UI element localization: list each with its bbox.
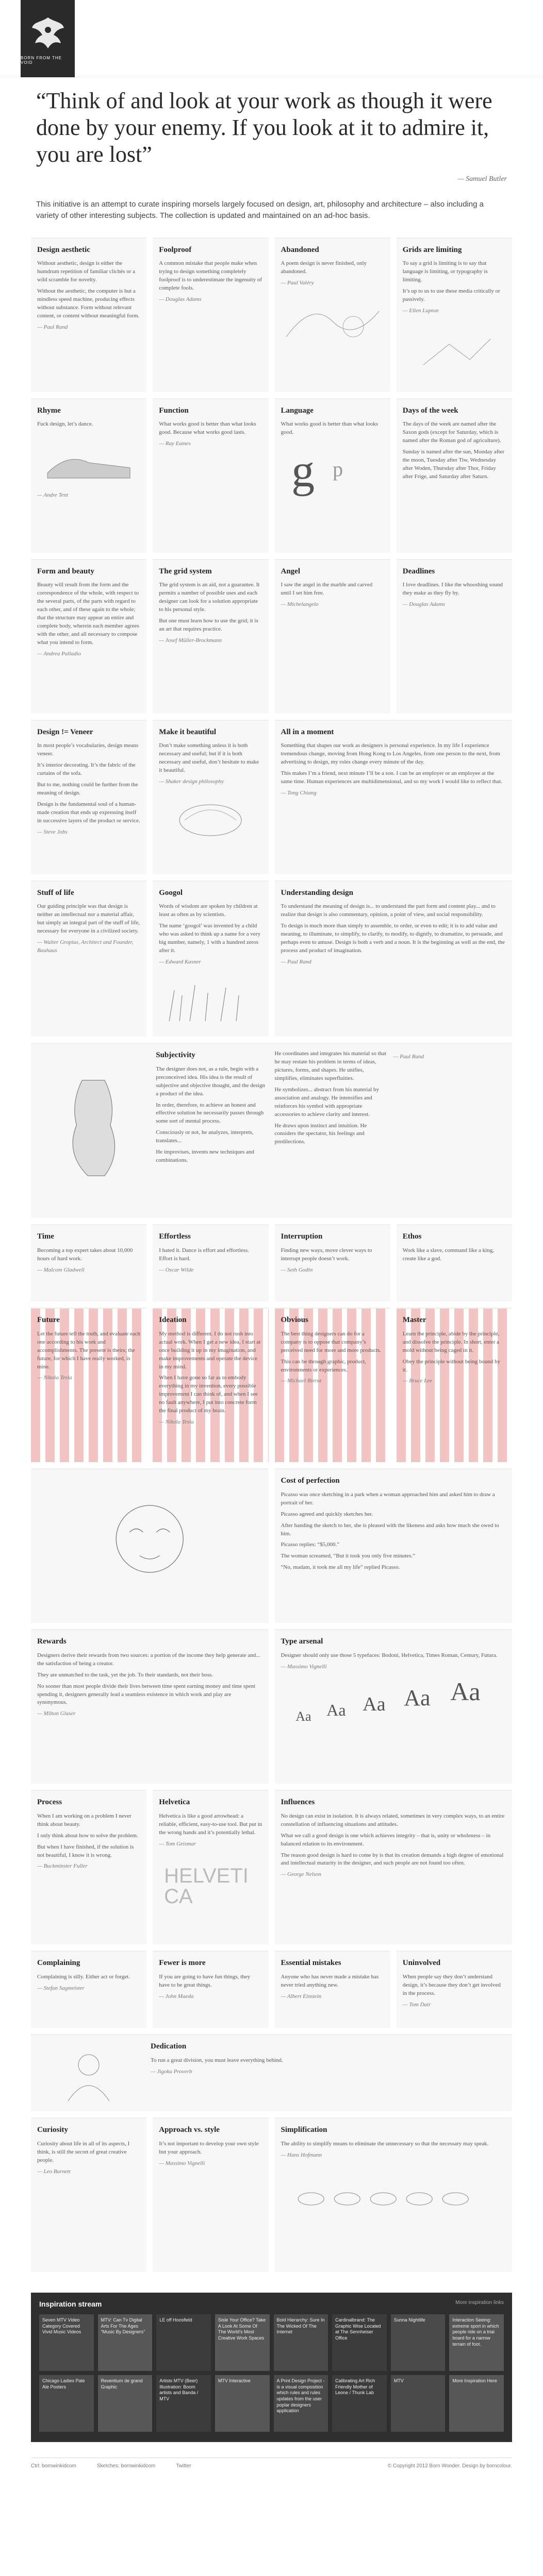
card-author: — Hans Hofmann xyxy=(281,2151,506,2160)
card-text: Beauty will result from the form and the correspondence of the whole, with respect to the several parts, of the parts with regard to each other, and of these again to the whole; that the structure may appear an entire and complete body, wherein each member agrees with the other, and all necessary to compose what you intend to form. xyxy=(37,582,139,646)
card-angel[interactable] xyxy=(275,559,390,714)
card-title: Curiosity xyxy=(37,2126,68,2134)
card-title: Function xyxy=(159,406,189,415)
card-text: He symbolizes... abstract from his material by association and analogy. He intensifies and reinforces his symbol with appropriate accessories to achieve clarity and interest. xyxy=(274,1086,380,1117)
card-title: Angel xyxy=(281,567,300,575)
card-text: But one must learn how to use the grid; it is an art that requires practice. xyxy=(159,618,258,633)
stream-row xyxy=(39,2314,504,2371)
stream-tile[interactable]: Bold Hierarchy: Sure In The Wicked Of The Internet xyxy=(274,2314,328,2371)
card-complaining[interactable] xyxy=(31,1951,146,2028)
card-text: The grid system is an aid, not a guarantee. It permits a number of possible uses and each designer can look for a solution appropriate to his personal style. xyxy=(159,582,260,613)
card-type-arsenal[interactable] xyxy=(275,1629,513,1784)
card-title: Design aesthetic xyxy=(37,245,90,254)
card-title: Deadlines xyxy=(402,567,435,575)
card-text: Don’t make something unless it is both necessary and useful; but if it is both necessary and useful, don’t hesitate to make it beautiful. xyxy=(159,742,259,774)
card-title: Influences xyxy=(281,1798,315,1807)
footer-twitter-link[interactable]: Twitter xyxy=(176,2463,191,2469)
card-abandoned[interactable] xyxy=(275,238,390,392)
svg-text:CA: CA xyxy=(164,1885,193,1908)
svg-text:Aa: Aa xyxy=(326,1700,346,1719)
card-ethos[interactable] xyxy=(397,1224,512,1301)
card-all-in-moment[interactable] xyxy=(275,720,513,874)
card-author: — Buckminster Fuller xyxy=(37,1862,140,1871)
card-title: Language xyxy=(281,406,314,415)
card-text: After handing the sketch to her, she is pleased with the likeness and asks how much she owed to him. xyxy=(281,1522,499,1537)
card-title: Dedication xyxy=(151,2042,187,2051)
card-text: Picasso agreed and quickly sketches her. xyxy=(281,1511,373,1517)
svg-text:Aa: Aa xyxy=(362,1693,386,1715)
card-text: Helvetica is like a good arrowhead: a reliable, efficient, easy-to-use tool. But put in the wrong hands and it’s potentially lethal. xyxy=(159,1812,262,1836)
card-text: But to me, nothing could be further from the meaning of design. xyxy=(37,782,138,796)
card-text: Picasso replies: “$5,000.” xyxy=(281,1541,340,1548)
card-title: Days of the week xyxy=(402,406,458,415)
card-text: Work like a slave, command like a king, create like a god. xyxy=(402,1247,494,1262)
card-text: When I am working on a problem I never think about beauty. xyxy=(37,1812,131,1827)
card-author: — Tom Geismar xyxy=(159,1840,262,1849)
svg-text:g: g xyxy=(291,446,315,497)
stream-tile[interactable]: Sisle Your Office? Take A Look At Some Of The World’s Most Creative Work Spaces xyxy=(215,2314,270,2371)
card-text: The designer does not, as a rule, begin with a preconceived idea. His idea is the result of subjective and objective thought, and the design a product of the idea. xyxy=(156,1065,265,1097)
card-text: In most people’s vocabularies, design means veneer. xyxy=(37,742,139,757)
card-rewards[interactable] xyxy=(31,1629,269,1784)
card-author: — Shaker design philosophy xyxy=(159,778,262,786)
stream-tile[interactable]: MTV Interactive xyxy=(215,2375,270,2432)
card-text: He improvises, invents new techniques and combinations. xyxy=(156,1149,254,1164)
card-author: — Massimo Vignelli xyxy=(159,2160,262,2168)
card-author: — Albert Einstein xyxy=(281,1993,384,2001)
card-author: — John Maeda xyxy=(159,1993,262,2001)
card-text: I love deadlines. I like the whooshing sound they make as they fly by. xyxy=(402,582,503,597)
card-title: Effortless xyxy=(159,1232,191,1241)
stream-tile[interactable]: More Inspiration Here xyxy=(449,2375,504,2432)
card-text: Our guiding principle was that design is neither an intellectual nor a material affair, but simply an integral part of the stuff of life, necessary for everyone in a civilized society. xyxy=(37,903,140,935)
card-text: Without the aesthetic, the computer is but a mindless speed machine, producing effects without substance. Form without relevant content, or content without meaningful form. xyxy=(37,288,140,319)
card-foolproof[interactable] xyxy=(153,238,268,392)
card-googol[interactable] xyxy=(153,880,268,1037)
card-author: — Paul Rand xyxy=(393,1053,506,1211)
monk-sketch-icon xyxy=(37,2044,140,2101)
card-text: It’s up to us to use these media critically or passively. xyxy=(402,288,500,303)
card-title: Understanding design xyxy=(281,888,353,897)
card-text: Obey the principle without being bound by it. xyxy=(402,1358,501,1373)
card-text: A poem design is never finished, only abandoned. xyxy=(281,260,367,275)
card-title: Approach vs. style xyxy=(159,2126,220,2134)
card-author: — Paul Valéry xyxy=(281,279,384,287)
card-text: Picasso was once sketching in a park when a woman approached him and asked him to draw a portrait of her. xyxy=(281,1491,495,1506)
stream-tile[interactable]: MTV xyxy=(391,2375,446,2432)
card-days-of-week[interactable] xyxy=(397,398,512,553)
card-text: I saw the angel in the marble and carved until I set him free. xyxy=(281,582,373,597)
card-author: — Ellen Lupton xyxy=(403,307,506,315)
svg-text:p: p xyxy=(332,457,343,481)
card-deadlines[interactable] xyxy=(397,559,512,714)
card-helvetica[interactable] xyxy=(153,1790,268,1944)
card-text: A common mistake that people make when trying to design something completely foolproof is to underestimate the ingenuity of complete fools. xyxy=(159,260,262,292)
card-fewer-more[interactable] xyxy=(153,1951,268,2028)
grass-sketch-icon xyxy=(159,970,262,1026)
card-text: Let the future tell the truth, and evaluate each one according to his work and accomplishments. The present is theirs; the future, for which I have really worked, is mine. xyxy=(37,1330,141,1370)
type-specimen-icon xyxy=(281,1674,506,1731)
card-text: This can be through graphic, product, environments or experiences. xyxy=(281,1358,366,1373)
card-text: The days of the week are named after the Saxon gods (except for Saturday, which is named after the Roman god of agriculture). xyxy=(402,421,501,444)
card-picasso-sketch xyxy=(31,1468,269,1623)
card-author: — Stefan Sagmeister xyxy=(37,1985,140,1993)
animal-sequence-icon xyxy=(281,2163,506,2219)
hero-quote: “Think of and look at your work as though it were done by your enemy. If you look at it to admire it, you are lost” xyxy=(36,88,492,167)
card-author: — Jigoku Proverb xyxy=(151,2068,283,2076)
card-author: — Paul Rand xyxy=(281,958,506,967)
card-title: Master xyxy=(402,1316,426,1325)
card-author: — Steve Jobs xyxy=(37,828,140,837)
card-author: — Leo Burnett xyxy=(37,2168,140,2176)
card-title: Stuff of life xyxy=(37,888,74,897)
card-title: Rewards xyxy=(37,1637,67,1646)
card-title: Uninvolved xyxy=(402,1959,441,1968)
stream-tile[interactable]: Cardinalbrand: The Graphic Wise Located at The Sennheiser Office xyxy=(332,2314,387,2371)
card-author: — Milton Glaser xyxy=(37,1710,262,1718)
card-author: — Malcom Gladwell xyxy=(37,1266,140,1275)
site-footer xyxy=(31,2458,512,2469)
card-text: Something that shapes our work as designers is personal experience. In my life I experience tremendous change, moving from Hong Kong to Los Angeles, from one person to the next, from advertising to design, my roles change every minute of the day. xyxy=(281,742,500,766)
card-title: Type arsenal xyxy=(281,1637,323,1646)
card-text: This makes I’m a friend, next minute I’ll be a son. I can be an employer or an employee at the same time. Human experiences are multidimensional, and so my work I would like to reflect that. xyxy=(281,770,502,785)
vase-sketch-icon xyxy=(37,1053,150,1197)
card-time[interactable] xyxy=(31,1224,146,1301)
shell-sketch-icon xyxy=(159,789,262,846)
hero-author: — Samuel Butler xyxy=(36,175,507,183)
card-title: Obvious xyxy=(281,1316,308,1325)
card-ideation[interactable] xyxy=(153,1308,268,1462)
card-interruption[interactable] xyxy=(275,1224,390,1301)
card-title: The grid system xyxy=(159,567,212,575)
card-author: — Douglas Adams xyxy=(159,296,262,304)
card-author: — Bruce Lee xyxy=(403,1377,506,1385)
stream-tile[interactable]: MTV: Can Tv Digital Arts For The Ages “Music By Designers” xyxy=(98,2314,153,2371)
card-title: Cost of perfection xyxy=(281,1477,340,1485)
card-form-beauty[interactable] xyxy=(31,559,146,714)
footer-copyright: © Copyright 2012 Born Wonder. Design by borncolour. xyxy=(387,2463,512,2469)
card-title: All in a moment xyxy=(281,727,334,736)
card-title: Complaining xyxy=(37,1959,80,1968)
site-header xyxy=(0,0,543,77)
card-title: Simplification xyxy=(281,2126,327,2134)
card-text: They are unmatched to the task, yet the job. To their standards, not their boss. xyxy=(37,1671,213,1678)
stream-tile[interactable]: Interaction Seeing: extreme sport in which people ride on a trial board for a narrow terrain of foot. xyxy=(449,2314,504,2371)
svg-text:Aa: Aa xyxy=(450,1676,481,1706)
sneaker-icon xyxy=(37,432,140,488)
card-author: — Paul Rand xyxy=(37,324,140,332)
stream-row xyxy=(39,2375,504,2432)
card-author: — Tong Chiang xyxy=(281,789,506,798)
card-text: The name ‘googol’ was invented by a child who was asked to think up a name for a very big number, namely, 1 with a hundred zeros after it. xyxy=(159,923,260,954)
typography-g-icon xyxy=(281,440,384,497)
svg-text:Aa: Aa xyxy=(295,1708,311,1724)
card-text: The ability to simplify means to eliminate the unnecessary so that the necessary may speak. xyxy=(281,2140,489,2147)
card-author: — Andrea Palladio xyxy=(37,650,140,658)
quote-grid xyxy=(31,238,512,2272)
card-text: Learn the principle, abide by the principle, and dissolve the principle. In short, enter a mold without being caged in it. xyxy=(402,1330,500,1353)
card-text: But when I have finished, if the solution is not beautiful, I know it is wrong. xyxy=(37,1843,134,1858)
card-author: — Tom Dair xyxy=(403,2001,506,2009)
card-text: Becoming a top expert takes about 10,000 hours of hard work. xyxy=(37,1247,133,1262)
card-title: Abandoned xyxy=(281,245,319,254)
card-grid-system[interactable] xyxy=(153,559,268,714)
stream-tile[interactable]: A Print Design Project - is a visual composition which rules and rules updates from the user poplar designers application xyxy=(274,2375,328,2432)
card-title: Helvetica xyxy=(159,1798,190,1807)
card-author: — Ray Eames xyxy=(159,440,262,448)
card-author: — Nikola Tesla xyxy=(37,1374,140,1382)
card-curiosity[interactable] xyxy=(31,2117,146,2272)
card-author: — Walter Gropius, Architect and Founder, Bauhaus xyxy=(37,939,140,955)
card-text: When I have gone so far as to embody everything in my invention, every possible improvement I can think of, and when I see no fault anywhere, I put into concrete form the final product of my brain. xyxy=(159,1375,258,1414)
card-author: — Edward Kasner xyxy=(159,958,262,967)
site-logo[interactable] xyxy=(21,0,75,77)
card-title: Fewer is more xyxy=(159,1959,206,1968)
card-future[interactable] xyxy=(31,1308,146,1462)
svg-text:HELVETI: HELVETI xyxy=(164,1864,249,1887)
card-title: Interruption xyxy=(281,1232,323,1241)
card-text: I hated it. Dance is effort and effortless. Effort is hard. xyxy=(159,1247,249,1262)
card-text: Designer should only use those 5 typefaces: Bodoni, Helvetica, Times Roman, Century, Futura. xyxy=(281,1652,498,1658)
card-author: — Nikola Tesla xyxy=(159,1418,262,1427)
card-text: Consciously or not, he analyzes, interprets, translates... xyxy=(156,1129,254,1144)
card-text: Curiosity about life in all of its aspects, I think, is still the secret of great creative people. xyxy=(37,2140,130,2163)
card-cost-perfection[interactable] xyxy=(275,1468,513,1623)
card-text: It’s interior decorating. It’s the fabric of the curtains of the sofa. xyxy=(37,762,136,777)
stream-tile[interactable]: Chicago Ladies Pale Ale Posters xyxy=(39,2375,94,2432)
card-text: Words of wisdom are spoken by children at least as often as by scientists. xyxy=(159,903,258,918)
card-stuff-of-life[interactable] xyxy=(31,880,146,1037)
card-title: Make it beautiful xyxy=(159,727,217,736)
stream-title: Inspiration stream xyxy=(39,2300,102,2309)
card-uninvolved[interactable] xyxy=(397,1951,512,2028)
card-design-aesthetic[interactable] xyxy=(31,238,146,392)
card-simplification[interactable] xyxy=(275,2117,513,2272)
card-text: To understand the meaning of design is... to understand the part form and content play... and to realize that design is also commentary, opinion, a point of view, and social responsibility. xyxy=(281,903,496,918)
card-author: — Michelangelo xyxy=(281,601,384,609)
card-author: — Andre Tent xyxy=(37,492,140,500)
card-approach-style[interactable] xyxy=(153,2117,268,2272)
card-design-veneer[interactable] xyxy=(31,720,146,874)
card-title: Time xyxy=(37,1232,55,1241)
card-text: When people say they don’t understand design, it’s because they don’t get involved in the process. xyxy=(402,1973,501,1996)
stream-tile[interactable]: Sunna Nightlife xyxy=(391,2314,446,2371)
card-title: Essential mistakes xyxy=(281,1959,341,1968)
card-author: — Douglas Adams xyxy=(403,601,506,609)
card-text: In order, therefore, to achieve an honest and effective solution he necessarily passes through some sort of mental process. xyxy=(156,1101,264,1125)
card-author: — Josef Müller-Brockmann xyxy=(159,637,262,645)
card-text: To design is much more than simply to assemble, to order, or even to edit; it is to add value and meaning, to illuminate, to simplify, to clarify, to modify, to dignify, to dramatize, to persuade, and perhaps even to amuse. Design is both a verb and a noun. It is the beginning as well as the end, the process and product of imagination. xyxy=(281,923,505,954)
card-text: No design can exist in isolation. It is always related, sometimes in very complex ways, to an entire constellation of influencing situations and attitudes. xyxy=(281,1812,505,1827)
card-make-beautiful[interactable] xyxy=(153,720,268,874)
card-title: Grids are limiting xyxy=(402,245,462,254)
card-text: Designers derive their rewards from two sources: a portion of the income they help generate and... the satisfaction of being a creator. xyxy=(37,1652,260,1667)
card-text: The reason good design is hard to come by is that its creation demands a high degree of emotional and intellectual maturity in the designer, and such people are not found too often. xyxy=(281,1852,504,1867)
card-title: Process xyxy=(37,1798,62,1807)
sketch-illustration-icon xyxy=(281,291,384,347)
inspiration-stream xyxy=(31,2293,512,2442)
card-understanding-design[interactable] xyxy=(275,880,513,1037)
card-essential-mistakes[interactable] xyxy=(275,1951,390,2028)
intro-text: This initiative is an attempt to curate inspiring morsels largely focused on design, art, philosophy and architecture – also including a variety of other interesting subjects. The collection is updated and maintained on an ad-hoc basis. xyxy=(36,199,484,221)
face-sketch-icon xyxy=(37,1479,262,1613)
card-title: Ethos xyxy=(402,1232,422,1241)
card-text: To run a great division, you must leave everything behind. xyxy=(151,2057,283,2063)
card-author: — Massimo Vignelli xyxy=(281,1663,506,1671)
card-author: — Oscar Wilde xyxy=(159,1266,262,1275)
helvetica-specimen-icon xyxy=(159,1852,262,1908)
card-text: Fuck design, let’s dance. xyxy=(37,421,93,428)
card-obvious[interactable] xyxy=(275,1308,390,1462)
card-title: Ideation xyxy=(159,1316,187,1325)
card-text: It’s not important to develop your own style but your approach. xyxy=(159,2140,259,2155)
card-author: — Seth Godin xyxy=(281,1266,384,1275)
winged-emblem-icon xyxy=(30,12,66,54)
stream-tile[interactable]: Reventium de grand Graphic xyxy=(98,2375,153,2432)
card-text: He coordinates and integrates his material so that he may restate his problem in terms of ideas, pictures, forms, and shapes. He unifies, simplifies, eliminates superfluities. xyxy=(274,1050,387,1081)
card-text: Finding new ways, move clever ways to interrupt people doesn’t work. xyxy=(281,1247,372,1262)
card-text: “No, madam, it took me all my life” replied Picasso. xyxy=(281,1564,400,1571)
card-text: The best thing designers can do for a company is to oppose that company’s perceived need for more and more products. xyxy=(281,1330,382,1353)
running-figure-icon xyxy=(403,318,506,375)
card-text: To say a grid is limiting is to say that language is limiting, or typography is limiting. xyxy=(402,260,488,283)
stream-tile[interactable]: LE off Hoosfield xyxy=(156,2314,211,2371)
card-text: What works good is better than what looks good. xyxy=(281,421,378,436)
svg-text:Aa: Aa xyxy=(403,1685,431,1710)
card-grids-limiting[interactable] xyxy=(397,238,512,392)
card-rhyme[interactable] xyxy=(31,398,146,553)
stream-tile[interactable]: Seven MTV Video Category Covered Vivid Music Videos xyxy=(39,2314,94,2371)
card-text: No sooner than most people divide their lives between time spent earning money and time spent spending it, designers generally lead a seamless existence in which work and play are synonymous. xyxy=(37,1683,256,1706)
card-influences[interactable] xyxy=(275,1790,513,1944)
card-text: I only think about how to solve the problem. xyxy=(37,1832,138,1839)
card-title: Form and beauty xyxy=(37,567,94,575)
card-author: — Michael Bierut xyxy=(281,1377,384,1385)
card-title: Googol xyxy=(159,888,183,897)
card-process[interactable] xyxy=(31,1790,146,1944)
card-text: What we call a good design is one which achieves integrity – that is, unity or wholeness – in balanced relation to its environment. xyxy=(281,1832,491,1847)
card-dedication[interactable] xyxy=(31,2034,512,2111)
card-title: Future xyxy=(37,1316,60,1325)
card-text: Design is the fundamental soul of a human-made creation that ends up expressing itself in successive layers of the product or service. xyxy=(37,801,140,824)
card-subjectivity[interactable] xyxy=(31,1043,512,1218)
card-title: Subjectivity xyxy=(156,1051,195,1060)
card-text: Sunday is named after the sun, Monday after the moon, Tuesday after Tiw, Wednesday after Woden, Thursday after Thor, Friday after Frige, and Saturday after Saturn. xyxy=(402,449,505,480)
card-title: Design != Veneer xyxy=(37,727,93,736)
more-inspiration-link[interactable]: More inspiration links xyxy=(455,2300,504,2306)
stream-tile[interactable]: Calibrating Art Rich Friendly Mother of Leone / Thunk Lab xyxy=(332,2375,387,2432)
card-author: — George Nelson xyxy=(281,1871,506,1879)
stream-header xyxy=(39,2300,504,2308)
card-text: Without aesthetic, design is either the humdrum repetition of familiar clichés or a wild scramble for novelty. xyxy=(37,260,135,283)
card-text: My method is different. I do not rush into actual work. When I get a new idea, I start at once building it up in my imagination, and make improvements and operate the device in my mind. xyxy=(159,1330,261,1370)
card-text: If you are going to have fun things, they have to be great things. xyxy=(159,1973,251,1988)
card-title: Foolproof xyxy=(159,245,192,254)
card-title: Rhyme xyxy=(37,406,61,415)
card-effortless[interactable] xyxy=(153,1224,268,1301)
logo-text: BORN FROM THE VOID xyxy=(21,56,62,65)
card-text: Complaining is silly. Either act or forget. xyxy=(37,1973,130,1980)
footer-sketches-link[interactable]: Sketches: bornwinkidcom xyxy=(96,2463,156,2469)
card-language[interactable] xyxy=(275,398,390,553)
card-function[interactable] xyxy=(153,398,268,553)
card-master[interactable] xyxy=(397,1308,512,1462)
card-text: What works good is better than what looks good. Because what works good lasts. xyxy=(159,421,256,436)
footer-contact-link[interactable]: Ctrl: bornwinkidcom xyxy=(31,2463,76,2469)
hero-section xyxy=(0,77,543,183)
card-text: He draws upon instinct and intuition. He considers the spectator, his feelings and predilections. xyxy=(274,1122,367,1145)
card-text: Anyone who has never made a mistake has never tried anything new. xyxy=(281,1973,379,1988)
card-text: The woman screamed, “But it took you only five minutes.” xyxy=(281,1553,416,1560)
stream-tile[interactable]: Artists MTV (Beer) Illustration: Boom artists and Banda / MTV xyxy=(156,2375,211,2432)
